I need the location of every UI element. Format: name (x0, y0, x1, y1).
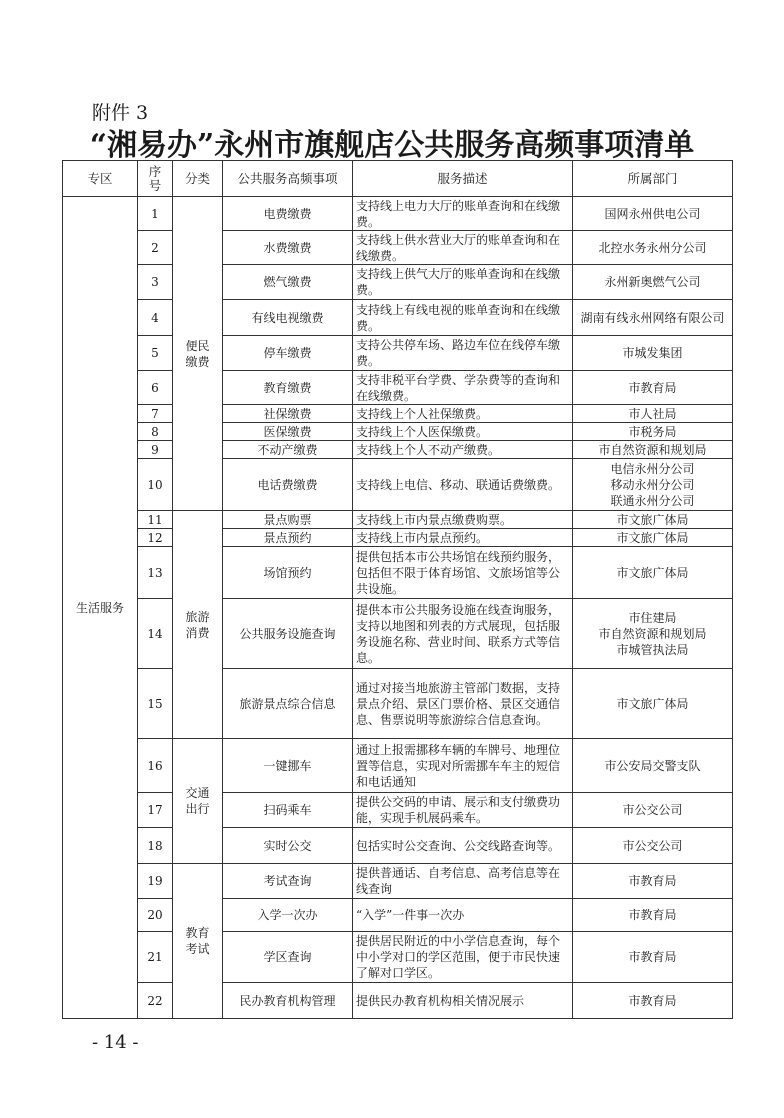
department-name: 市文旅广体局 (616, 530, 689, 545)
item-cell: 停车缴费 (223, 336, 353, 371)
department-name: 市教育局 (628, 380, 677, 395)
seq-cell: 1 (138, 197, 173, 231)
department-name: 市文旅广体局 (616, 512, 689, 527)
department-name: 移动永州分公司 (610, 477, 695, 492)
department-name: 电信永州分公司 (610, 461, 695, 476)
zone-cell: 生活服务 (63, 197, 138, 1019)
department-cell (573, 371, 733, 405)
header-seq: 序 号 (138, 161, 173, 197)
header-department: 所属部门 (573, 161, 733, 197)
seq-cell: 6 (138, 371, 173, 405)
department-cell (573, 864, 733, 899)
seq-cell: 5 (138, 336, 173, 371)
department-cell (573, 547, 733, 599)
department-name: 市城管执法局 (616, 642, 689, 657)
seq-cell: 20 (138, 899, 173, 932)
department-name: 永州新奥燃气公司 (604, 275, 701, 289)
table-row (63, 529, 733, 547)
department-cell (573, 899, 733, 932)
table-row (63, 864, 733, 899)
department-cell (573, 231, 733, 265)
department-cell (573, 739, 733, 793)
description-cell: 支持线上电力大厅的账单查询和在线缴费。 (353, 197, 573, 231)
table-row (63, 197, 733, 231)
description-cell: 提供公交码的申请、展示和支付缴费功能，实现手机展码乘车。 (353, 793, 573, 828)
department-name: 联通永州分公司 (610, 493, 695, 508)
department-cell (573, 599, 733, 669)
department-name: 市教育局 (628, 874, 677, 888)
department-name: 市教育局 (628, 908, 677, 922)
description-cell: “入学”一件事一次办 (353, 899, 573, 932)
department-cell (573, 828, 733, 864)
table-row (63, 231, 733, 265)
table-row (63, 983, 733, 1019)
description-cell: 支持线上个人医保缴费。 (353, 423, 573, 441)
department-name: 湖南有线永州网络有限公司 (580, 310, 725, 325)
table-row (63, 300, 733, 336)
seq-cell: 17 (138, 793, 173, 828)
department-cell (573, 405, 733, 423)
description-cell: 支持线上电信、移动、联通话费缴费。 (353, 459, 573, 511)
description-cell: 支持线上供水营业大厅的账单查询和在线缴费。 (353, 231, 573, 265)
table-row (63, 459, 733, 511)
department-name: 市税务局 (628, 424, 677, 439)
table-row (63, 828, 733, 864)
description-cell: 支持线上个人不动产缴费。 (353, 441, 573, 459)
description-cell: 支持线上市内景点缴费购票。 (353, 511, 573, 529)
category-cell: 旅游 消费 (173, 511, 223, 739)
seq-cell: 10 (138, 459, 173, 511)
item-cell: 学区查询 (223, 932, 353, 983)
item-cell: 不动产缴费 (223, 441, 353, 459)
seq-cell: 2 (138, 231, 173, 265)
table-row (63, 899, 733, 932)
seq-cell: 8 (138, 423, 173, 441)
header-description: 服务描述 (353, 161, 573, 197)
item-cell: 医保缴费 (223, 423, 353, 441)
table-row (63, 336, 733, 371)
department-name: 市公安局交警支队 (604, 758, 701, 773)
department-name: 市人社局 (628, 406, 677, 421)
category-cell: 便民 缴费 (173, 197, 223, 511)
table-header-row (63, 161, 733, 197)
item-cell: 有线电视缴费 (223, 300, 353, 336)
item-cell: 一键挪车 (223, 739, 353, 793)
department-name: 市教育局 (628, 993, 677, 1008)
table-row (63, 511, 733, 529)
department-name: 市自然资源和规划局 (598, 442, 707, 457)
description-cell: 提供普通话、自考信息、高考信息等在线查询 (353, 864, 573, 899)
item-cell: 景点预约 (223, 529, 353, 547)
item-cell: 电话费缴费 (223, 459, 353, 511)
table-row (63, 547, 733, 599)
description-cell: 支持线上有线电视的账单查询和在线缴费。 (353, 300, 573, 336)
department-name: 国网永州供电公司 (604, 206, 701, 221)
seq-cell: 22 (138, 983, 173, 1019)
item-cell: 扫码乘车 (223, 793, 353, 828)
description-cell: 提供民办教育机构相关情况展示 (353, 983, 573, 1019)
department-cell (573, 459, 733, 511)
category-cell: 交通 出行 (173, 739, 223, 864)
seq-cell: 15 (138, 669, 173, 739)
item-cell: 水费缴费 (223, 231, 353, 265)
item-cell: 民办教育机构管理 (223, 983, 353, 1019)
item-cell: 场馆预约 (223, 547, 353, 599)
item-cell: 公共服务设施查询 (223, 599, 353, 669)
seq-cell: 13 (138, 547, 173, 599)
description-cell: 支持线上个人社保缴费。 (353, 405, 573, 423)
department-cell (573, 197, 733, 231)
department-cell (573, 441, 733, 459)
item-cell: 燃气缴费 (223, 265, 353, 300)
seq-cell: 18 (138, 828, 173, 864)
header-category: 分类 (173, 161, 223, 197)
description-cell: 提供本市公共服务设施在线查询服务，支持以地图和列表的方式展现，包括服务设施名称、营业时间、联系方式等信息。 (353, 599, 573, 669)
table-row (63, 739, 733, 793)
item-cell: 旅游景点综合信息 (223, 669, 353, 739)
department-cell (573, 983, 733, 1019)
seq-cell: 21 (138, 932, 173, 983)
table-row (63, 669, 733, 739)
seq-cell: 3 (138, 265, 173, 300)
table-row (63, 265, 733, 300)
description-cell: 提供包括本市公共场馆在线预约服务，包括但不限于体育场馆、文旅场馆等公共设施。 (353, 547, 573, 599)
description-cell: 支持线上供气大厅的账单查询和在线缴费。 (353, 265, 573, 300)
seq-cell: 16 (138, 739, 173, 793)
department-name: 市文旅广体局 (616, 696, 689, 711)
seq-cell: 19 (138, 864, 173, 899)
header-item: 公共服务高频事项 (223, 161, 353, 197)
table-row (63, 371, 733, 405)
seq-cell: 12 (138, 529, 173, 547)
description-cell: 支持公共停车场、路边车位在线停车缴费。 (353, 336, 573, 371)
description-cell: 支持非税平台学费、学杂费等的查询和在线缴费。 (353, 371, 573, 405)
table-row (63, 405, 733, 423)
item-cell: 教育缴费 (223, 371, 353, 405)
department-cell (573, 423, 733, 441)
table-row (63, 932, 733, 983)
department-cell (573, 793, 733, 828)
department-cell (573, 932, 733, 983)
department-cell (573, 529, 733, 547)
item-cell: 电费缴费 (223, 197, 353, 231)
department-name: 市城发集团 (622, 346, 683, 360)
description-cell: 提供居民附近的中小学信息查询，每个中小学对口的学区范围，便于市民快速了解对口学区。 (353, 932, 573, 983)
table-row (63, 441, 733, 459)
page-number: - 14 - (92, 1032, 139, 1053)
department-cell (573, 336, 733, 371)
page-title: “湘易办”永州市旗舰店公共服务高频事项清单 (89, 128, 695, 163)
table-row (63, 793, 733, 828)
attachment-label: 附件 3 (92, 102, 149, 124)
table-row (63, 423, 733, 441)
header-zone: 专区 (63, 161, 138, 197)
table-row (63, 599, 733, 669)
seq-cell: 7 (138, 405, 173, 423)
description-cell: 通过对接当地旅游主管部门数据，支持景点介绍、景区门票价格、景区交通信息、售票说明等旅游综合信息查询。 (353, 669, 573, 739)
seq-cell: 14 (138, 599, 173, 669)
department-cell (573, 265, 733, 300)
department-cell (573, 300, 733, 336)
department-name: 市公交公司 (622, 803, 683, 817)
department-name: 北控水务永州分公司 (598, 240, 707, 255)
department-name: 市文旅广体局 (616, 565, 689, 580)
category-cell: 教育 考试 (173, 864, 223, 1019)
department-name: 市教育局 (628, 950, 677, 964)
item-cell: 入学一次办 (223, 899, 353, 932)
seq-cell: 9 (138, 441, 173, 459)
description-cell: 支持线上市内景点预约。 (353, 529, 573, 547)
item-cell: 景点购票 (223, 511, 353, 529)
service-table (62, 160, 733, 1019)
department-name: 市自然资源和规划局 (598, 626, 707, 641)
description-cell: 通过上报需挪移车辆的车牌号、地理位置等信息，实现对所需挪车车主的短信和电话通知 (353, 739, 573, 793)
item-cell: 实时公交 (223, 828, 353, 864)
seq-cell: 4 (138, 300, 173, 336)
department-cell (573, 511, 733, 529)
seq-cell: 11 (138, 511, 173, 529)
department-name: 市公交公司 (622, 838, 683, 853)
item-cell: 社保缴费 (223, 405, 353, 423)
item-cell: 考试查询 (223, 864, 353, 899)
department-name: 市住建局 (628, 610, 677, 625)
department-cell (573, 669, 733, 739)
description-cell: 包括实时公交查询、公交线路查询等。 (353, 828, 573, 864)
